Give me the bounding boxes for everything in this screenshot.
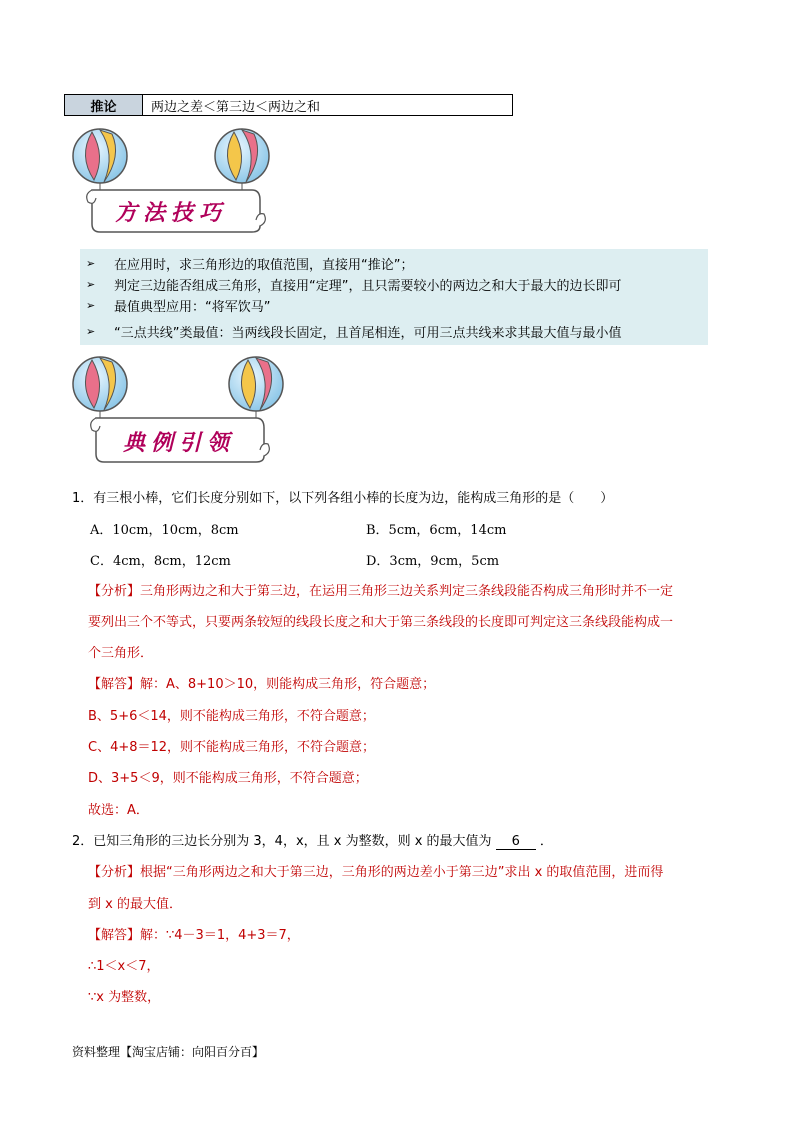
question-1-stem: 1．有三根小棒，它们长度分别如下，以下列各组小棒的长度为边，能构成三角形的是（ ） xyxy=(72,491,614,506)
tip-item: ➢ 在应用时，求三角形边的取值范围，直接用“推论”； xyxy=(86,257,414,273)
q1-option-b: B．5cm，6cm，14cm xyxy=(366,523,507,538)
arrow-bullet-icon: ➢ xyxy=(86,299,96,312)
q1-analysis-line: 【分析】三角形两边之和大于第三边，在运用三角形三边关系判定三条线段能否构成三角形时并不一定 xyxy=(88,584,674,599)
tip-item: ➢ “三点共线”类最值：当两线段长固定，且首尾相连，可用三点共线来求其最大值与最小值 xyxy=(86,325,622,341)
q2-analysis-line: 到 x 的最大值． xyxy=(88,897,182,912)
question-2-stem xyxy=(72,830,553,850)
q2-stem-end: ． xyxy=(539,834,553,849)
q1-analysis-line: 要列出三个不等式，只要两条较短的线段长度之和大于第三条线段的长度即可判定这三条线段能构成一 xyxy=(88,615,674,630)
q2-solution-line: ∵x 为整数， xyxy=(88,990,161,1005)
q2-stem-text: 2．已知三角形的三边长分别为 3，4，x，且 x 为整数，则 x 的最大值为 xyxy=(72,834,492,849)
arrow-bullet-icon: ➢ xyxy=(86,325,96,338)
tip-item: ➢ 最值典型应用：“将军饮马” xyxy=(86,299,271,315)
tips-box xyxy=(80,249,708,345)
inference-value: 两边之差＜第三边＜两边之和 xyxy=(151,99,321,115)
inference-label: 推论 xyxy=(65,95,143,115)
q1-analysis-line: 个三角形． xyxy=(88,646,154,661)
examples-banner xyxy=(70,352,290,462)
q2-answer-blank: 6 xyxy=(496,834,536,850)
q2-solution-line: 【解答】解：∵4－3＝1，4+3＝7， xyxy=(88,928,300,943)
page-footer: 资料整理【淘宝店铺：向阳百分百】 xyxy=(72,1045,265,1059)
q1-option-c: C．4cm，8cm，12cm xyxy=(90,554,231,569)
q1-solution-line: C、4+8＝12，则不能构成三角形，不符合题意； xyxy=(88,740,376,755)
q1-answer-line: 故选：A． xyxy=(88,803,149,818)
method-tips-banner xyxy=(70,124,290,234)
examples-title: 典例引领 xyxy=(122,430,235,456)
q1-solution-line: D、3+5＜9，则不能构成三角形，不符合题意； xyxy=(88,771,368,786)
arrow-bullet-icon: ➢ xyxy=(86,278,96,291)
arrow-bullet-icon: ➢ xyxy=(86,257,96,270)
q2-solution-line: ∴1＜x＜7， xyxy=(88,959,160,974)
q1-option-a: A．10cm，10cm，8cm xyxy=(90,523,239,538)
inference-table xyxy=(64,94,513,116)
method-tips-title: 方法技巧 xyxy=(114,200,227,226)
q1-solution-line: B、5+6＜14，则不能构成三角形，不符合题意； xyxy=(88,709,375,724)
q1-option-d: D．3cm，9cm，5cm xyxy=(366,554,500,569)
q2-analysis-line: 【分析】根据“三角形两边之和大于第三边，三角形的两边差小于第三边”求出 x 的取值范围，进而得 xyxy=(88,865,664,880)
q1-solution-line: 【解答】解：A、8+10＞10，则能构成三角形，符合题意； xyxy=(88,677,436,692)
tip-item: ➢ 判定三边能否组成三角形，直接用“定理”，且只需要较小的两边之和大于最大的边长即可 xyxy=(86,278,622,294)
